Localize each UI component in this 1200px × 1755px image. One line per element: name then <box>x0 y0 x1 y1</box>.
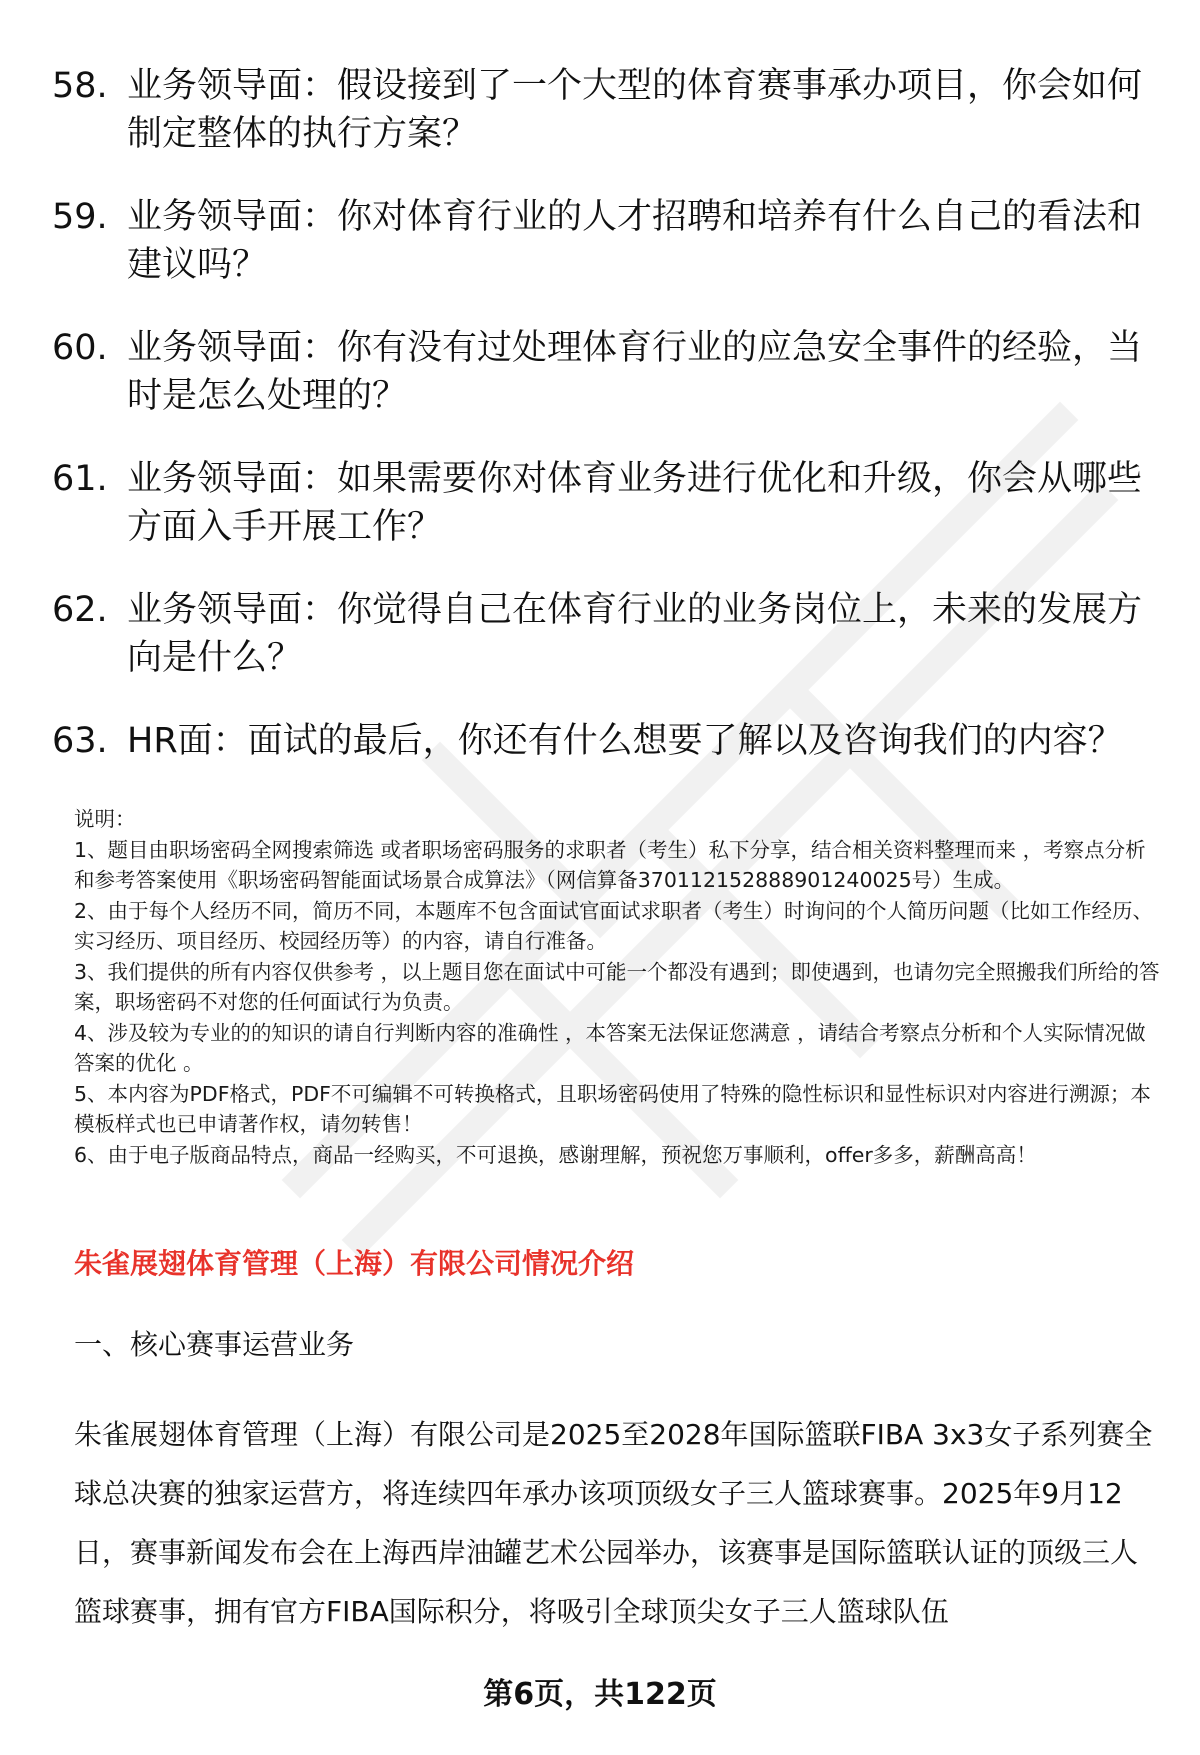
notes-item: 4、涉及较为专业的的知识的请自行判断内容的准确性 ，本答案无法保证您满意 ，请结合考察点分析和个人实际情况做答案的优化 。 <box>74 1020 1146 1075</box>
section-heading: 一、核心赛事运营业务 <box>74 1328 355 1361</box>
page-footer: 第6页，共122页 <box>483 1677 717 1712</box>
question-number: 60. <box>52 328 108 368</box>
notes-item: 1、题目由职场密码全网搜索筛选 或者职场密码服务的求职者（考生）私下分享，结合相关资料整理而来 ，考察点分析和参考答案使用《职场密码智能面试场景合成算法》（网信算备370112152888901240025号）生成。 <box>74 837 1146 892</box>
question-text: 业务领导面：你觉得自己在体育行业的业务岗位上，未来的发展方向是什么？ <box>127 590 1143 678</box>
question-number: 62. <box>52 590 108 630</box>
question-number: 59. <box>52 197 108 237</box>
notes-item: 6、由于电子版商品特点，商品一经购买，不可退换，感谢理解，预祝您万事顺利，offer多多，薪酬高高！ <box>74 1142 1037 1167</box>
company-title: 朱雀展翅体育管理（上海）有限公司情况介绍 <box>74 1247 635 1280</box>
notes-heading: 说明： <box>74 807 136 831</box>
question-text: 业务领导面：你对体育行业的人才招聘和培养有什么自己的看法和建议吗？ <box>127 197 1143 285</box>
question-text: 业务领导面：如果需要你对体育业务进行优化和升级，你会从哪些方面入手开展工作？ <box>127 459 1143 547</box>
question-item <box>52 193 1152 289</box>
question-text: 业务领导面：你有没有过处理体育行业的应急安全事件的经验，当时是怎么处理的？ <box>127 328 1143 416</box>
company-intro-paragraph: 朱雀展翅体育管理（上海）有限公司是2025至2028年国际篮联FIBA 3x3女子系列赛全球总决赛的独家运营方，将连续四年承办该项顶级女子三人篮球赛事。2025年9月12日，赛事新闻发布会在上海西岸油罐艺术公园举办，该赛事是国际篮联认证的顶级三人篮球赛事，拥有官方FIBA国际积分，将吸引全球顶尖女子三人篮球队伍 <box>74 1418 1153 1628</box>
notes-item: 5、本内容为PDF格式，PDF不可编辑不可转换格式，且职场密码使用了特殊的隐性标识和显性标识对内容进行溯源；本模板样式也已申请著作权，请勿转售！ <box>74 1081 1151 1136</box>
question-item <box>52 455 1152 551</box>
question-text: 业务领导面：假设接到了一个大型的体育赛事承办项目，你会如何制定整体的执行方案？ <box>127 66 1143 154</box>
question-number: 61. <box>52 459 108 499</box>
question-item <box>52 717 1152 765</box>
question-text: HR面：面试的最后，你还有什么想要了解以及咨询我们的内容？ <box>127 721 1123 761</box>
notes-section <box>74 804 1164 1170</box>
question-number: 63. <box>52 721 108 761</box>
notes-item: 2、由于每个人经历不同，简历不同，本题库不包含面试官面试求职者（考生）时询问的个人简历问题（比如工作经历、实习经历、项目经历、校园经历等）的内容，请自行准备。 <box>74 898 1154 953</box>
question-item <box>52 62 1152 158</box>
notes-item: 3、我们提供的所有内容仅供参考 ，以上题目您在面试中可能一个都没有遇到；即使遇到，也请勿完全照搬我们所给的答案，职场密码不对您的任何面试行为负责。 <box>74 959 1160 1014</box>
question-item <box>52 324 1152 420</box>
question-number: 58. <box>52 66 108 106</box>
question-item <box>52 586 1152 682</box>
